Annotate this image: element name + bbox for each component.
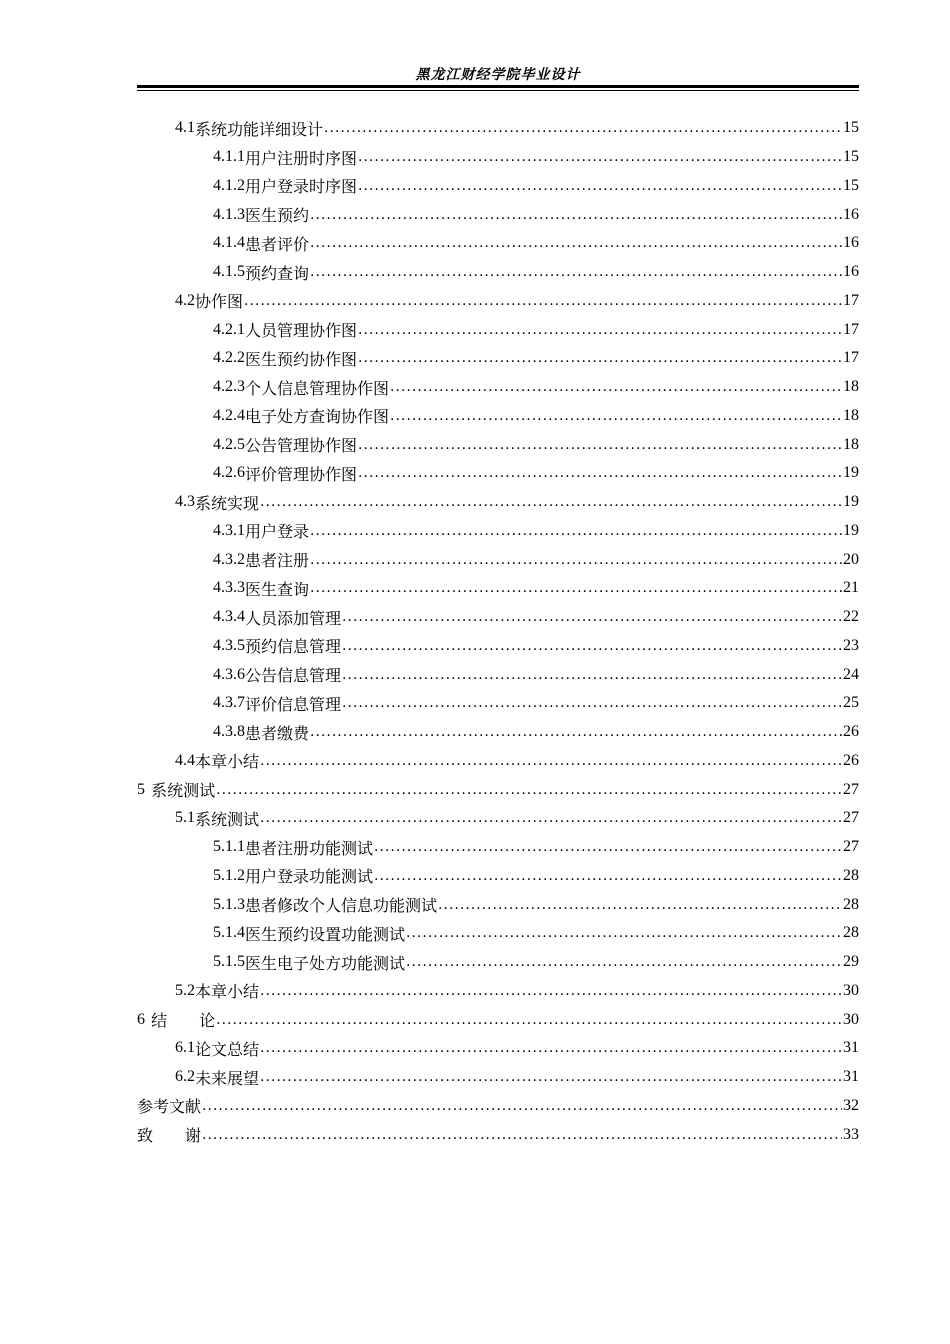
toc-entry[interactable]: [0, 862, 950, 891]
toc-entry[interactable]: [0, 459, 950, 488]
toc-entry-title: 系统实现: [195, 493, 260, 513]
toc-entry-title: 致 谢: [137, 1126, 202, 1146]
toc-entry-page: 28: [843, 866, 859, 884]
toc-entry-title: 个人信息管理协作图: [245, 378, 390, 398]
toc-entry-number: 5.2: [175, 981, 195, 999]
toc-entry-number: 4.3.8: [213, 723, 245, 741]
toc-entry-number: 6.2: [175, 1068, 195, 1086]
toc-entry-title: 预约信息管理: [245, 637, 342, 657]
toc-entry[interactable]: [0, 890, 950, 919]
toc-entry-title: 系统功能详细设计: [195, 119, 324, 139]
toc-entry-page: 16: [843, 205, 859, 223]
toc-entry[interactable]: [0, 430, 950, 459]
toc-entry-page: 25: [843, 694, 859, 712]
toc-entry-number: 4.4: [175, 751, 195, 769]
toc-entry[interactable]: [0, 143, 950, 172]
toc-entry-title: 协作图: [195, 292, 244, 312]
toc-dot-leader: [310, 523, 842, 539]
toc-dot-leader: [358, 465, 842, 481]
toc-entry[interactable]: [0, 948, 950, 977]
toc-entry-page: 27: [843, 780, 859, 798]
toc-dot-leader: [260, 1040, 842, 1056]
toc-dot-leader: [342, 667, 842, 683]
toc-dot-leader: [358, 350, 842, 366]
toc-entry-title: 医生预约设置功能测试: [245, 924, 406, 944]
toc-entry-title: 评价管理协作图: [245, 464, 358, 484]
toc-entry-page: 19: [843, 493, 859, 511]
toc-entry[interactable]: [0, 517, 950, 546]
toc-entry-title: 人员管理协作图: [245, 321, 358, 341]
toc-entry-title: 评价信息管理: [245, 694, 342, 714]
toc-entry[interactable]: [0, 689, 950, 718]
toc-dot-leader: [374, 839, 842, 855]
toc-dot-leader: [260, 494, 842, 510]
toc-entry-page: 22: [843, 608, 859, 626]
header-rule-thin: [137, 90, 859, 91]
toc-entry-number: 4.3.2: [213, 550, 245, 568]
toc-entry-title: 医生查询: [245, 579, 310, 599]
toc-entry[interactable]: [0, 1063, 950, 1092]
toc-entry-title: 公告管理协作图: [245, 436, 358, 456]
toc-dot-leader: [390, 408, 842, 424]
toc-entry-number: 4.2.1: [213, 320, 245, 338]
toc-entry[interactable]: [0, 833, 950, 862]
toc-entry-page: 18: [843, 406, 859, 424]
toc-entry-number: 4.3: [175, 493, 195, 511]
toc-entry-page: 33: [843, 1125, 859, 1143]
toc-dot-leader: [260, 1069, 842, 1085]
toc-entry[interactable]: [0, 114, 950, 143]
toc-dot-leader: [406, 925, 842, 941]
toc-entry-title: 系统测试: [195, 809, 260, 829]
toc-entry-number: 5.1: [175, 809, 195, 827]
toc-entry[interactable]: [0, 574, 950, 603]
toc-entry[interactable]: [0, 1092, 950, 1121]
toc-dot-leader: [202, 1127, 842, 1143]
toc-entry-page: 17: [843, 291, 859, 309]
toc-entry-number: 5.1.2: [213, 866, 245, 884]
toc-dot-leader: [406, 954, 842, 970]
toc-entry[interactable]: [0, 919, 950, 948]
toc-entry-title: 结 论: [151, 1011, 216, 1031]
toc-dot-leader: [358, 149, 842, 165]
toc-dot-leader: [342, 609, 842, 625]
toc-entry-page: 16: [843, 263, 859, 281]
toc-entry-number: 4.3.5: [213, 636, 245, 654]
toc-entry-number: 6.1: [175, 1039, 195, 1057]
toc-entry-page: 32: [843, 1096, 859, 1114]
toc-dot-leader: [324, 120, 842, 136]
toc-entry-number: 6: [137, 1010, 145, 1028]
toc-entry-title: 人员添加管理: [245, 608, 342, 628]
toc-entry-page: 18: [843, 435, 859, 453]
toc-entry-page: 21: [843, 579, 859, 597]
toc-entry[interactable]: [0, 344, 950, 373]
toc-entry-number: 4.2.5: [213, 435, 245, 453]
toc-entry[interactable]: [0, 315, 950, 344]
toc-dot-leader: [358, 437, 842, 453]
toc-entry[interactable]: [0, 632, 950, 661]
toc-entry[interactable]: [0, 603, 950, 632]
toc-entry-page: 19: [843, 521, 859, 539]
toc-entry-page: 20: [843, 550, 859, 568]
toc-entry-number: 4.1.2: [213, 176, 245, 194]
toc-entry-number: 4.3.7: [213, 694, 245, 712]
toc-dot-leader: [216, 782, 842, 798]
toc-dot-leader: [358, 178, 842, 194]
toc-entry-number: 5: [137, 780, 145, 798]
toc-entry-title: 医生预约协作图: [245, 349, 358, 369]
toc-entry-page: 23: [843, 636, 859, 654]
header-rule-thick: [137, 85, 859, 88]
toc-dot-leader: [310, 580, 842, 596]
header-title: 黑龙江财经学院毕业设计: [415, 67, 581, 83]
toc-entry-number: 4.3.6: [213, 665, 245, 683]
toc-entry-page: 17: [843, 349, 859, 367]
toc-entry-number: 4.1.4: [213, 234, 245, 252]
toc-entry-number: 4.3.3: [213, 579, 245, 597]
toc-entry-page: 17: [843, 320, 859, 338]
toc-entry-number: 4.1.3: [213, 205, 245, 223]
toc-dot-leader: [374, 868, 842, 884]
toc-entry-page: 15: [843, 148, 859, 166]
toc-entry-number: 5.1.5: [213, 953, 245, 971]
toc-entry-number: 4.2.2: [213, 349, 245, 367]
toc-entry-number: 5.1.1: [213, 838, 245, 856]
toc-entry-title: 患者注册: [245, 551, 310, 571]
toc-entry-title: 参考文献: [137, 1097, 202, 1117]
toc-entry-page: 16: [843, 234, 859, 252]
toc-entry-number: 4.3.1: [213, 521, 245, 539]
toc-entry-title: 用户登录时序图: [245, 177, 358, 197]
toc-entry-number: 4.2.3: [213, 378, 245, 396]
toc-dot-leader: [342, 695, 842, 711]
toc-entry-page: 31: [843, 1039, 859, 1057]
toc-entry[interactable]: [0, 287, 950, 316]
toc-entry[interactable]: [0, 402, 950, 431]
toc-entry[interactable]: [0, 488, 950, 517]
toc-entry-page: 15: [843, 119, 859, 137]
toc-dot-leader: [390, 379, 842, 395]
toc-entry[interactable]: [0, 373, 950, 402]
toc-dot-leader: [244, 293, 842, 309]
toc-entry-number: 4.2.6: [213, 464, 245, 482]
toc-entry[interactable]: [0, 258, 950, 287]
toc-dot-leader: [310, 235, 842, 251]
toc-dot-leader: [342, 638, 842, 654]
toc-entry-page: 31: [843, 1068, 859, 1086]
toc-entry-number: 4.1.5: [213, 263, 245, 281]
toc-entry-title: 患者修改个人信息功能测试: [245, 896, 438, 916]
table-of-contents: [0, 114, 950, 1149]
toc-dot-leader: [216, 1012, 842, 1028]
toc-entry-page: 28: [843, 924, 859, 942]
toc-entry-title: 电子处方查询协作图: [245, 407, 390, 427]
toc-entry-title: 本章小结: [195, 752, 260, 772]
toc-entry-title: 预约查询: [245, 263, 310, 283]
toc-dot-leader: [260, 983, 842, 999]
toc-entry[interactable]: [0, 775, 950, 804]
toc-entry-title: 患者评价: [245, 234, 310, 254]
toc-entry-title: 医生电子处方功能测试: [245, 953, 406, 973]
toc-dot-leader: [310, 552, 842, 568]
toc-entry-title: 患者缴费: [245, 723, 310, 743]
toc-entry[interactable]: [0, 545, 950, 574]
toc-entry[interactable]: [0, 229, 950, 258]
toc-dot-leader: [260, 810, 842, 826]
toc-entry-title: 论文总结: [195, 1039, 260, 1059]
toc-entry-title: 用户注册时序图: [245, 148, 358, 168]
toc-entry-number: 4.2.4: [213, 406, 245, 424]
toc-entry-title: 未来展望: [195, 1068, 260, 1088]
toc-entry-page: 15: [843, 176, 859, 194]
toc-entry-page: 26: [843, 723, 859, 741]
toc-entry-title: 医生预约: [245, 206, 310, 226]
toc-entry-page: 28: [843, 895, 859, 913]
toc-entry-number: 4.1.1: [213, 148, 245, 166]
toc-entry-number: 5.1.3: [213, 895, 245, 913]
toc-entry[interactable]: [0, 200, 950, 229]
toc-entry-page: 19: [843, 464, 859, 482]
toc-entry-page: 27: [843, 809, 859, 827]
toc-entry[interactable]: [0, 1120, 950, 1149]
toc-entry-page: 24: [843, 665, 859, 683]
toc-dot-leader: [310, 207, 842, 223]
toc-entry[interactable]: [0, 747, 950, 776]
toc-entry-page: 26: [843, 751, 859, 769]
toc-entry[interactable]: [0, 977, 950, 1006]
toc-entry-title: 公告信息管理: [245, 666, 342, 686]
toc-entry-title: 患者注册功能测试: [245, 838, 374, 858]
toc-entry-title: 本章小结: [195, 982, 260, 1002]
toc-entry-page: 18: [843, 378, 859, 396]
toc-entry-number: 4.1: [175, 119, 195, 137]
toc-entry[interactable]: [0, 1005, 950, 1034]
toc-dot-leader: [260, 753, 842, 769]
toc-dot-leader: [310, 264, 842, 280]
toc-entry[interactable]: [0, 172, 950, 201]
toc-entry-number: 4.2: [175, 291, 195, 309]
toc-entry-page: 27: [843, 838, 859, 856]
toc-entry-title: 系统测试: [151, 781, 216, 801]
toc-dot-leader: [310, 724, 842, 740]
toc-entry[interactable]: [0, 1034, 950, 1063]
toc-entry-page: 29: [843, 953, 859, 971]
toc-entry[interactable]: [0, 718, 950, 747]
toc-dot-leader: [438, 897, 842, 913]
toc-dot-leader: [202, 1098, 842, 1114]
toc-entry-title: 用户登录功能测试: [245, 867, 374, 887]
toc-entry-page: 30: [843, 981, 859, 999]
toc-dot-leader: [358, 322, 842, 338]
toc-entry-page: 30: [843, 1010, 859, 1028]
toc-entry-number: 5.1.4: [213, 924, 245, 942]
toc-entry-number: 4.3.4: [213, 608, 245, 626]
toc-entry[interactable]: [0, 660, 950, 689]
toc-entry[interactable]: [0, 804, 950, 833]
toc-entry-title: 用户登录: [245, 522, 310, 542]
